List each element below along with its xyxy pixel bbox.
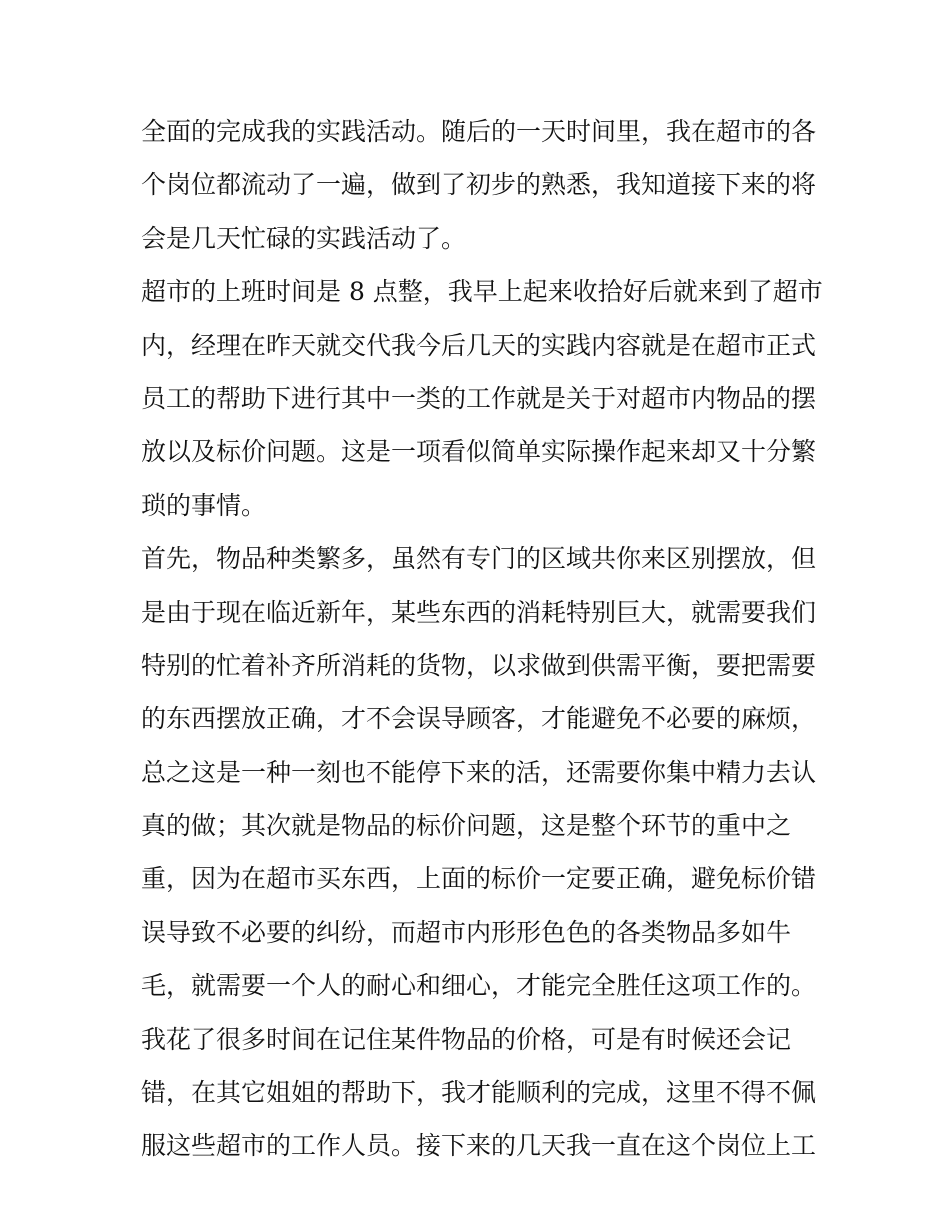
text-line: 琐的事情。 [141, 490, 267, 520]
body-text [141, 105, 821, 1173]
text-line: 员工的帮助下进行其中一类的工作就是关于对超市内物品的摆 [141, 383, 817, 413]
text-line: 内，经理在昨天就交代我今后几天的实践内容就是在超市正式 [141, 330, 817, 360]
text-line: 全面的完成我的实践活动。随后的一天时间里，我在超市的各 [141, 117, 817, 146]
text-line: 服这些超市的工作人员。接下来的几天我一直在这个岗位上工 [141, 1131, 817, 1161]
text-line: 个岗位都流动了一遍，做到了初步的熟悉，我知道接下来的将 [141, 170, 817, 200]
text-line: 的东西摆放正确，才不会误导顾客，才能避免不必要的麻烦， [141, 704, 817, 734]
text-line: 首先，物品种类繁多，虽然有专门的区域共你来区别摆放，但 [141, 544, 817, 574]
text-line: 真的做；其次就是物品的标价问题，这是整个环节的重中之 [141, 811, 792, 841]
text-line: 放以及标价问题。这是一项看似简单实际操作起来却又十分繁 [141, 437, 817, 467]
text-line: 总之这是一种一刻也不能停下来的活，还需要你集中精力去认 [141, 757, 817, 787]
text-line: 我花了很多时间在记住某件物品的价格，可是有时候还会记 [141, 1024, 792, 1054]
text-line: 是由于现在临近新年，某些东西的消耗特别巨大，就需要我们 [141, 597, 817, 627]
text-line: 超市的上班时间是 8 点整，我早上起来收拾好后就来到了超市 [141, 277, 823, 307]
text-line: 误导致不必要的纠纷，而超市内形形色色的各类物品多如牛 [141, 917, 792, 947]
text-line: 特别的忙着补齐所消耗的货物，以求做到供需平衡，要把需要 [141, 650, 817, 680]
text-line: 毛，就需要一个人的耐心和细心，才能完全胜任这项工作的。 [141, 971, 817, 1001]
text-line: 重，因为在超市买东西，上面的标价一定要正确，避免标价错 [141, 864, 817, 894]
text-line: 错，在其它姐姐的帮助下，我才能顺利的完成，这里不得不佩 [141, 1078, 817, 1108]
text-line: 会是几天忙碌的实践活动了。 [141, 223, 467, 253]
